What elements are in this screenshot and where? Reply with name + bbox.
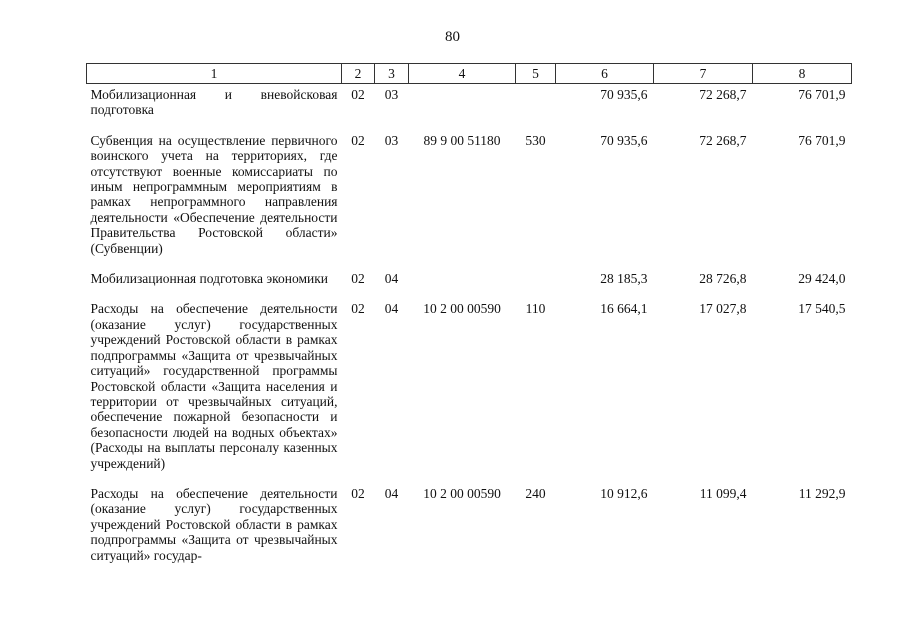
column-header-3: 3 — [375, 64, 409, 84]
table-row — [87, 483, 852, 563]
column-header-7: 7 — [654, 64, 753, 84]
row-target-code: 89 9 00 51180 — [423, 132, 501, 148]
table-row — [87, 130, 852, 256]
row-amount-year1: 10 912,6 — [600, 485, 648, 501]
table-row — [87, 268, 852, 286]
row-amount-year1: 28 185,3 — [600, 271, 648, 287]
column-header-5: 5 — [516, 64, 556, 84]
row-section: 02 — [351, 271, 365, 287]
row-amount-year3: 17 540,5 — [798, 301, 846, 317]
row-expense-type: 530 — [525, 132, 546, 148]
row-amount-year2: 28 726,8 — [699, 271, 747, 287]
row-spacer — [87, 256, 852, 268]
row-amount-year2: 11 099,4 — [699, 485, 747, 501]
column-header-1: 1 — [87, 64, 342, 84]
row-subsection: 03 — [384, 132, 399, 148]
row-target-code — [409, 268, 516, 286]
row-amount-year3: 76 701,9 — [798, 87, 846, 102]
row-amount-year1: 70 935,6 — [600, 87, 648, 102]
row-spacer — [87, 118, 852, 130]
row-spacer — [87, 286, 852, 298]
budget-table — [86, 63, 852, 563]
row-amount-year3: 76 701,9 — [798, 132, 846, 148]
row-amount-year1: 16 664,1 — [600, 301, 648, 317]
row-name: Расходы на обеспечение деятельности (оказание услуг) государственных учреждений Ростовской области в рамках подпрограммы «Защита от чрезвычайных ситуаций» государственной программы Ростовской области «Защита населения и территории от чрезвычайных ситуаций, обеспечение пожарной безопасности и безопасности людей на водных объектах» (Расходы на выплаты персоналу казенных учреждений) — [90, 301, 338, 471]
row-amount-year3: 11 292,9 — [798, 485, 846, 501]
row-section: 02 — [351, 87, 365, 102]
row-subsection: 04 — [384, 301, 399, 317]
row-name: Мобилизационная и вневойсковая подготовка — [90, 87, 338, 118]
row-expense-type: 240 — [525, 485, 546, 501]
row-expense-type — [516, 84, 556, 118]
row-name: Расходы на обеспечение деятельности (оказание услуг) государственных учреждений Ростовской области в рамках подпрограммы «Защита от чрезвычайных ситуаций» государ- — [90, 485, 338, 563]
row-expense-type — [516, 268, 556, 286]
row-amount-year2: 17 027,8 — [699, 301, 747, 317]
row-amount-year2: 72 268,7 — [699, 87, 747, 102]
row-section: 02 — [351, 301, 365, 317]
page-number: 80 — [445, 29, 460, 45]
column-header-4: 4 — [409, 64, 516, 84]
row-spacer — [87, 471, 852, 483]
column-header-8: 8 — [753, 64, 852, 84]
row-subsection: 04 — [384, 271, 399, 287]
column-header-6: 6 — [556, 64, 654, 84]
row-amount-year3: 29 424,0 — [798, 271, 846, 287]
row-subsection: 04 — [384, 485, 399, 501]
table-row — [87, 84, 852, 118]
row-subsection: 03 — [384, 87, 399, 102]
row-section: 02 — [351, 132, 365, 148]
table-row — [87, 298, 852, 470]
row-expense-type: 110 — [525, 301, 546, 317]
row-name: Мобилизационная подготовка экономики — [90, 271, 329, 287]
column-header-2: 2 — [342, 64, 375, 84]
row-amount-year2: 72 268,7 — [699, 132, 747, 148]
row-name: Субвенция на осуществление первичного воинского учета на территориях, где отсутствуют военные комиссариаты по иным непрограммным мероприятиям в рамках непрограммного направления деятельности «Обеспечение деятельности Правительства Ростовской области» (Субвенции) — [90, 132, 338, 256]
row-amount-year1: 70 935,6 — [600, 132, 648, 148]
row-target-code — [409, 84, 516, 118]
row-section: 02 — [351, 485, 365, 501]
row-target-code: 10 2 00 00590 — [423, 301, 501, 317]
header-row — [87, 64, 852, 84]
row-target-code: 10 2 00 00590 — [423, 485, 501, 501]
